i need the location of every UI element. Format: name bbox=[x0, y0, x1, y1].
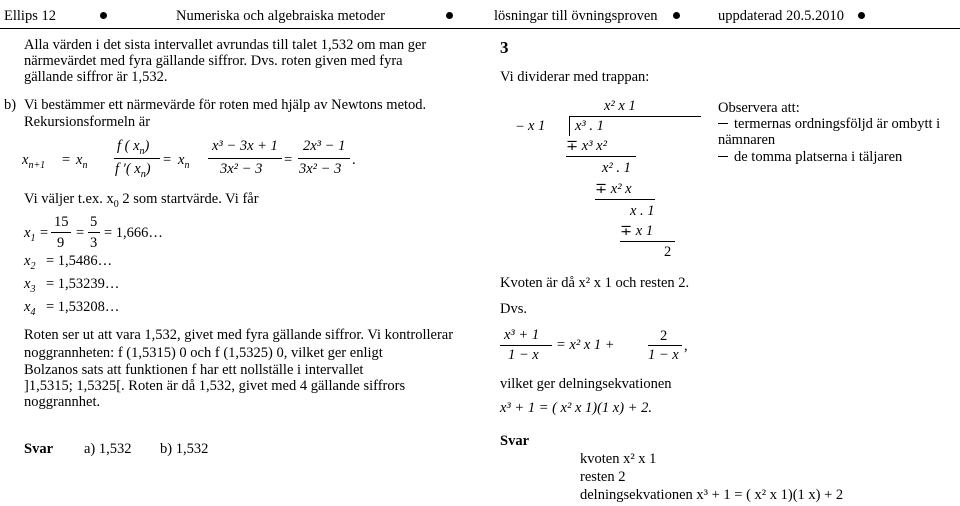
dvs-label: Dvs. bbox=[500, 301, 527, 317]
formula-num2: x³ − 3x + 1 bbox=[212, 138, 278, 154]
x1-label: x bbox=[24, 225, 31, 241]
x1-den1: 9 bbox=[57, 235, 65, 251]
x1-den2: 3 bbox=[90, 235, 98, 251]
division-equation: x³ + 1 = ( x² x 1)(1 x) + 2. bbox=[500, 400, 652, 416]
choose-sub: 0 bbox=[113, 198, 119, 210]
right-intro: Vi dividerar med trappan: bbox=[500, 69, 650, 85]
bullet-dot bbox=[858, 12, 865, 19]
x3-value: = 1,53239… bbox=[46, 276, 120, 292]
division-divisor-sign: − bbox=[516, 119, 525, 135]
division-row-4: ∓ x² x bbox=[595, 181, 632, 197]
x3-sub: 3 bbox=[30, 283, 36, 295]
x1-eq-2: = bbox=[76, 225, 85, 241]
fraction-bar bbox=[500, 345, 552, 346]
bullet-dot bbox=[673, 12, 680, 19]
conclusion-line-2: noggrannheten: f (1,5315) 0 och f (1,5325) 0, vilket ger enligt bbox=[24, 345, 383, 361]
formula-xn-sub: n bbox=[82, 159, 88, 171]
choose-rest: 2 som startvärde. Vi får bbox=[118, 191, 259, 207]
answer-quotient: kvoten x² x 1 bbox=[580, 451, 657, 467]
problem-number: 3 bbox=[500, 38, 509, 57]
quotient-line: Kvoten är då x² x 1 och resten 2. bbox=[500, 275, 690, 291]
formula-lhs: x bbox=[22, 152, 29, 168]
conclusion-line-5: noggrannhet. bbox=[24, 394, 101, 410]
formula-xn-2-sub: n bbox=[184, 159, 190, 171]
x1-num1: 15 bbox=[54, 214, 69, 230]
division-row-5: x . 1 bbox=[630, 203, 655, 219]
division-row-2: ∓ x³ x² bbox=[566, 138, 607, 154]
division-quotient: x² x 1 bbox=[604, 98, 636, 114]
formula-den2: 3x² − 3 bbox=[220, 161, 263, 177]
division-underline bbox=[595, 199, 655, 200]
note-item-1: termernas ordningsföljd är ombytt i bbox=[734, 116, 941, 132]
intro-line-1: Alla värden i det sista intervallet avrundas till talet 1,532 om man ger bbox=[24, 37, 427, 53]
conclusion-line-1: Roten ser ut att vara 1,532, givet med fyra gällande siffror. Vi kontrollerar bbox=[24, 327, 454, 343]
x4-value: = 1,53208… bbox=[46, 299, 120, 315]
x2-sub: 2 bbox=[30, 260, 36, 272]
part-b-text: Vi bestämmer ett närmevärde för roten med hjälp av Newtons metod. bbox=[24, 97, 427, 113]
formula-f-num-sub: n bbox=[139, 145, 145, 157]
identity-rhs-den: 1 − x bbox=[648, 347, 679, 363]
header-left: Ellips 12 bbox=[4, 8, 56, 24]
svar-label: Svar bbox=[24, 441, 53, 457]
formula-lhs-sub: n+1 bbox=[28, 159, 46, 171]
svar-b: b) 1,532 bbox=[160, 441, 209, 457]
bullet-dot bbox=[100, 12, 107, 19]
part-b-label: b) bbox=[4, 97, 17, 113]
header-rule bbox=[0, 28, 960, 29]
formula-period: . bbox=[352, 152, 356, 168]
formula-f-den: f ′( x bbox=[115, 161, 141, 177]
x1-sub: 1 bbox=[30, 232, 36, 244]
answer-remainder: resten 2 bbox=[580, 469, 626, 485]
gives-text: vilket ger delningsekvationen bbox=[500, 376, 672, 392]
division-divisor: x 1 bbox=[528, 118, 546, 134]
note-dash bbox=[718, 123, 728, 124]
answer-equation: delningsekvationen x³ + 1 = ( x² x 1)(1 x) + 2 bbox=[580, 487, 844, 503]
identity-lhs-den: 1 − x bbox=[508, 347, 539, 363]
conclusion-line-4: ]1,5315; 1,5325[. Roten är då 1,532, givet med 4 gällande siffrors bbox=[24, 378, 406, 394]
formula-f-num: f ( x bbox=[117, 138, 140, 154]
fraction-bar bbox=[88, 232, 100, 233]
division-row-3: x² . 1 bbox=[602, 160, 631, 176]
note-title: Observera att: bbox=[718, 100, 800, 116]
identity-lhs-num: x³ + 1 bbox=[504, 327, 540, 343]
note-item-2: de tomma platserna i täljaren bbox=[734, 149, 903, 165]
identity-comma: , bbox=[684, 338, 688, 354]
division-row-6: ∓ x 1 bbox=[620, 223, 654, 239]
intro-line-3: gällande siffror är 1,532. bbox=[24, 69, 168, 85]
formula-f-den-sub: n bbox=[140, 168, 146, 180]
formula-xn: x bbox=[76, 152, 83, 168]
fraction-bar bbox=[648, 345, 682, 346]
x1-value: = 1,666… bbox=[104, 225, 163, 241]
x4-label: x bbox=[24, 299, 31, 315]
x2-label: x bbox=[24, 253, 31, 269]
formula-xn-2: x bbox=[178, 152, 185, 168]
formula-f-num-end: ) bbox=[144, 138, 150, 154]
division-row-1: x³ . 1 bbox=[575, 118, 604, 134]
x2-value: = 1,5486… bbox=[46, 253, 113, 269]
formula-f-den-end: ) bbox=[145, 161, 151, 177]
division-underline bbox=[566, 156, 636, 157]
choose-text: Vi väljer t.ex. x bbox=[24, 191, 114, 207]
recursion-label: Rekursionsformeln är bbox=[24, 114, 151, 130]
formula-eq-3: = bbox=[284, 152, 293, 168]
identity-rhs-num: 2 bbox=[660, 328, 668, 344]
header-center-right: lösningar till övningsproven bbox=[494, 8, 658, 24]
header-right: uppdaterad 20.5.2010 bbox=[718, 8, 845, 24]
fraction-bar bbox=[114, 158, 160, 159]
start-value-text bbox=[24, 190, 259, 214]
division-remainder: 2 bbox=[664, 244, 672, 260]
x1-eq: = bbox=[40, 225, 49, 241]
header-center-left: Numeriska och algebraiska metoder bbox=[176, 8, 385, 24]
x4-sub: 4 bbox=[30, 306, 36, 318]
formula-eq-2: = bbox=[163, 152, 172, 168]
identity-mid: = x² x 1 + bbox=[556, 337, 615, 353]
svar-a: a) 1,532 bbox=[84, 441, 132, 457]
intro-line-2: närmevärdet med fyra gällande siffror. Dvs. roten given med fyra bbox=[24, 53, 403, 69]
formula-num3: 2x³ − 1 bbox=[303, 138, 346, 154]
conclusion-line-3: Bolzanos sats att funktionen f har ett nollställe i intervallet bbox=[24, 362, 364, 378]
division-bracket bbox=[569, 116, 570, 136]
note-dash bbox=[718, 156, 728, 157]
right-svar-label: Svar bbox=[500, 433, 529, 449]
x3-label: x bbox=[24, 276, 31, 292]
x1-num2: 5 bbox=[90, 214, 98, 230]
division-underline bbox=[620, 241, 675, 242]
fraction-bar bbox=[298, 158, 350, 159]
division-bar bbox=[569, 116, 701, 117]
formula-den3: 3x² − 3 bbox=[299, 161, 342, 177]
bullet-dot bbox=[446, 12, 453, 19]
formula-eq-1: = bbox=[62, 152, 71, 168]
fraction-bar bbox=[208, 158, 282, 159]
note-item-1-cont: nämnaren bbox=[718, 132, 776, 148]
fraction-bar bbox=[51, 232, 71, 233]
